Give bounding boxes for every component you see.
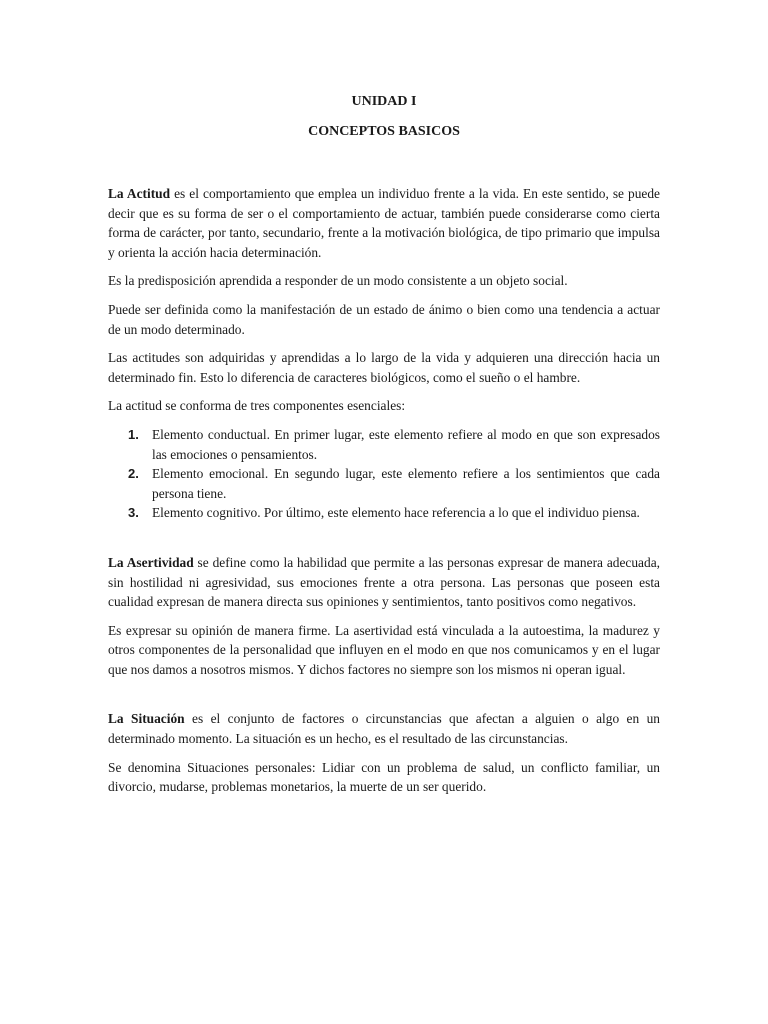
actitud-term: La Actitud (108, 186, 171, 201)
unit-title: UNIDAD I (351, 94, 417, 109)
list-item-text: Elemento cognitivo. Por último, este elemento hace referencia a lo que el individuo piensa. (152, 505, 640, 521)
actitud-p1-text: es el comportamiento que emplea un individuo frente a la vida. En este sentido, se puede decir que es su forma de ser o el comportamiento de actuar, también puede considerarse como cierta forma de carácter, por tanto, secundario, frente a la motivación biológica, de tipo primario que impulsa y orienta la acción hacia determinación. (108, 186, 661, 260)
list-item (108, 425, 660, 464)
actitud-paragraph-1 (108, 184, 660, 262)
section-title: CONCEPTOS BASICOS (308, 124, 460, 139)
list-item (108, 464, 660, 503)
document-body (108, 92, 660, 797)
asertividad-p1-text: se define como la habilidad que permite a las personas expresar de manera adecuada, sin hostilidad ni agresividad, sus emociones frente a otra persona. Las personas que poseen esta cualidad expresan de manera directa sus opiniones y sentimientos, tanto positivos como negativos. (108, 554, 660, 610)
list-item-text: Elemento emocional. En segundo lugar, este elemento refiere a los sentimientos que cada persona tiene. (152, 466, 660, 501)
actitud-paragraph-3: Puede ser definida como la manifestación de un estado de ánimo o bien como una tendencia a actuar de un modo determinado. (108, 301, 660, 337)
components-list (108, 425, 660, 523)
list-number: 1. (128, 426, 139, 442)
actitud-paragraph-4: Las actitudes son adquiridas y aprendidas a lo largo de la vida y adquieren una dirección hacia un determinado fin. Esto lo diferencia de caracteres biológicos, como el sueño o el hambre. (108, 350, 660, 385)
list-item (108, 503, 660, 523)
list-item-text: Elemento conductual. En primer lugar, este elemento refiere al modo en que son expresados las emociones o pensamientos. (152, 426, 660, 462)
asertividad-term: La Asertividad (108, 554, 194, 570)
situacion-p1-text: es el conjunto de factores o circunstancias que afectan a alguien o algo en un determinado momento. La situación es un hecho, es el resultado de las circunstancias. (108, 711, 660, 747)
actitud-paragraph-5: La actitud se conforma de tres componentes esenciales: (108, 398, 406, 414)
situacion-paragraph-2: Se denomina Situaciones personales: Lidiar con un problema de salud, un conflicto familiar, un divorcio, mudarse, problemas monetarios, la muerte de un ser querido. (108, 759, 660, 795)
list-number: 3. (128, 505, 139, 521)
situacion-term: La Situación (108, 711, 185, 727)
asertividad-paragraph-2: Es expresar su opinión de manera firme. La asertividad está vinculada a la autoestima, la madurez y otros componentes de la personalidad que influyen en el modo en que nos comunicamos y en el lugar que nos damos a nosotros mismos. Y dichos factores no siempre son los mismos ni operan igual. (108, 622, 660, 677)
situacion-paragraph-1 (108, 709, 660, 748)
asertividad-paragraph-1 (108, 553, 660, 612)
list-number: 2. (128, 466, 139, 482)
actitud-paragraph-2: Es la predisposición aprendida a responder de un modo consistente a un objeto social. (108, 273, 568, 289)
